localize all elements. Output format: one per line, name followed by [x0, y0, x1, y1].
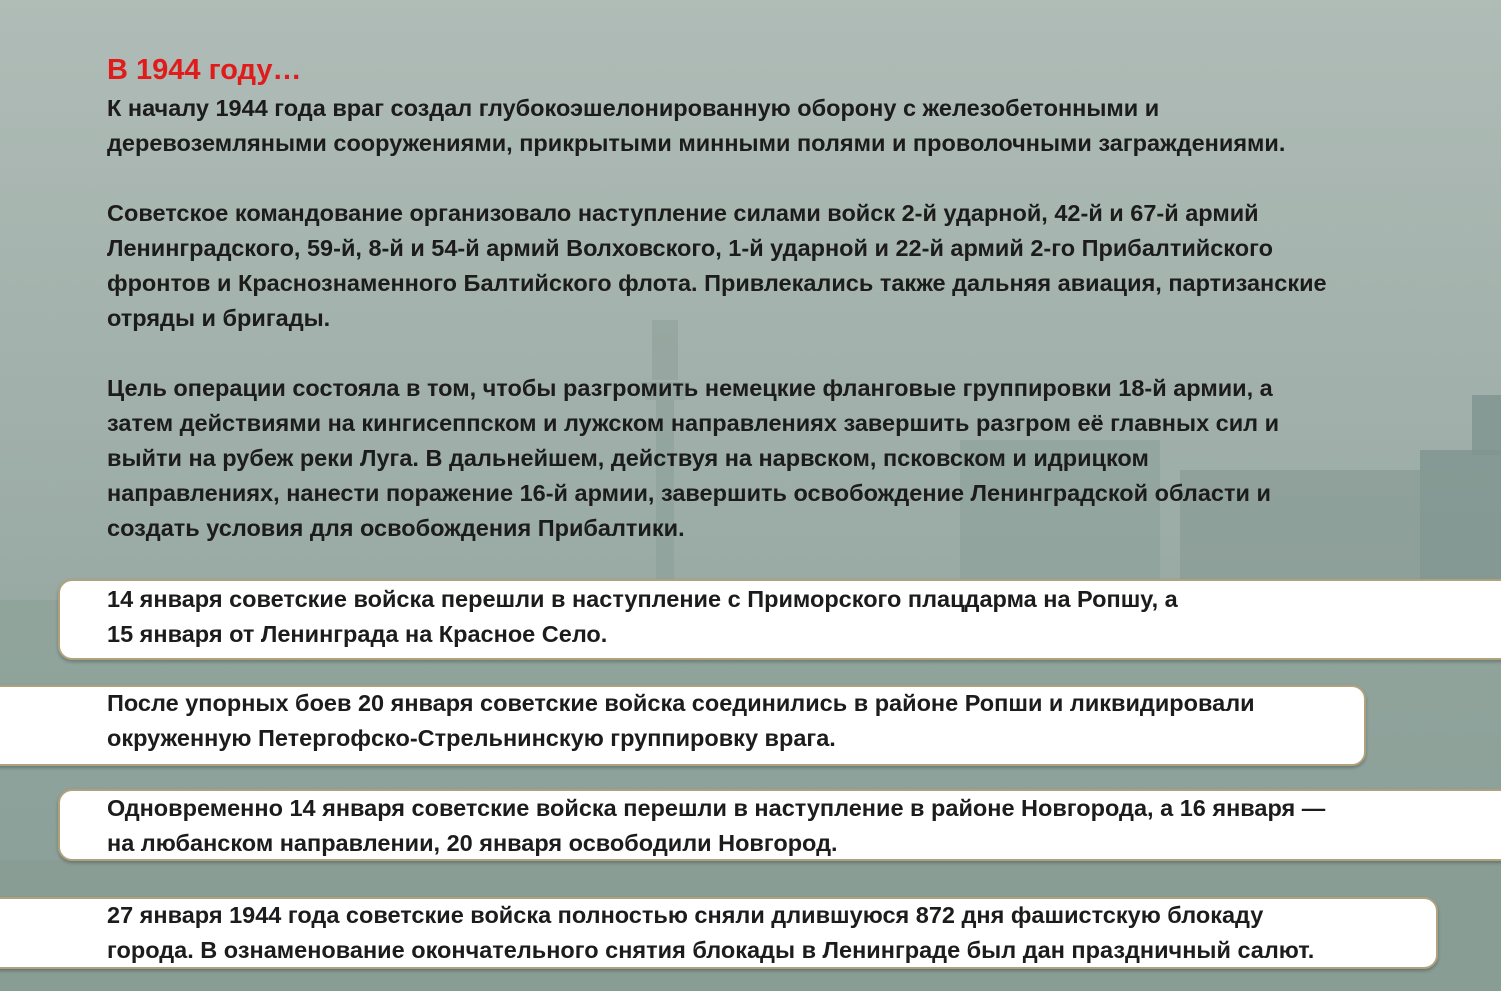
- text-line: 14 января советские войска перешли в наступление с Приморского плацдарма на Ропшу, а: [107, 586, 1178, 612]
- text-line: затем действиями на кингисеппском и лужском направлениях завершить разгром её главных сил и: [107, 410, 1280, 436]
- text-line: города. В ознаменование окончательного снятия блокады в Ленинграде был дан праздничный салют.: [107, 937, 1315, 963]
- text-line: создать условия для освобождения Прибалтики.: [107, 515, 685, 541]
- text-line: Ленинградского, 59-й, 8-й и 54-й армий Волховского, 1-й ударной и 22-й армий 2-го Прибалтийского: [107, 235, 1273, 261]
- text-line: выйти на рубеж реки Луга. В дальнейшем, действуя на нарвском, псковском и идрицком: [107, 445, 1149, 471]
- text-line: 15 января от Ленинграда на Красное Село.: [107, 621, 608, 647]
- banner-text-2: [107, 686, 1437, 756]
- text-line: окруженную Петергофско-Стрельнинскую группировку врага.: [107, 725, 836, 751]
- text-line: Цель операции состояла в том, чтобы разгромить немецкие фланговые группировки 18-й армии, а: [107, 375, 1273, 401]
- text-line: Советское командование организовало наступление силами войск 2-й ударной, 42-й и 67-й армий: [107, 200, 1259, 226]
- text-line: Одновременно 14 января советские войска перешли в наступление в районе Новгорода, а 16 января —: [107, 795, 1326, 821]
- paragraph-defense: [107, 91, 1437, 161]
- banner-text-4: [107, 898, 1437, 968]
- text-line: направлениях, нанести поражение 16-й армии, завершить освобождение Ленинградской области и: [107, 480, 1271, 506]
- text-line: на любанском направлении, 20 января освободили Новгород.: [107, 830, 838, 856]
- text-line: 27 января 1944 года советские войска полностью сняли длившуюся 872 дня фашистскую блокаду: [107, 902, 1264, 928]
- paragraph-offensive-forces: [107, 196, 1437, 336]
- text-line: фронтов и Краснознаменного Балтийского флота. Привлекались также дальняя авиация, партизанские: [107, 270, 1327, 296]
- banner-text-3: [107, 791, 1437, 861]
- page-title: В 1944 году…: [107, 54, 302, 86]
- paragraph-operation-goal: [107, 371, 1437, 546]
- text-line: отряды и бригады.: [107, 305, 331, 331]
- text-line: После упорных боев 20 января советские войска соединились в районе Ропши и ликвидировали: [107, 690, 1255, 716]
- banner-text-1: [107, 582, 1437, 652]
- text-line: К началу 1944 года враг создал глубокоэшелонированную оборону с железобетонными и: [107, 95, 1160, 121]
- text-line: деревоземляными сооружениями, прикрытыми минными полями и проволочными заграждениями.: [107, 130, 1286, 156]
